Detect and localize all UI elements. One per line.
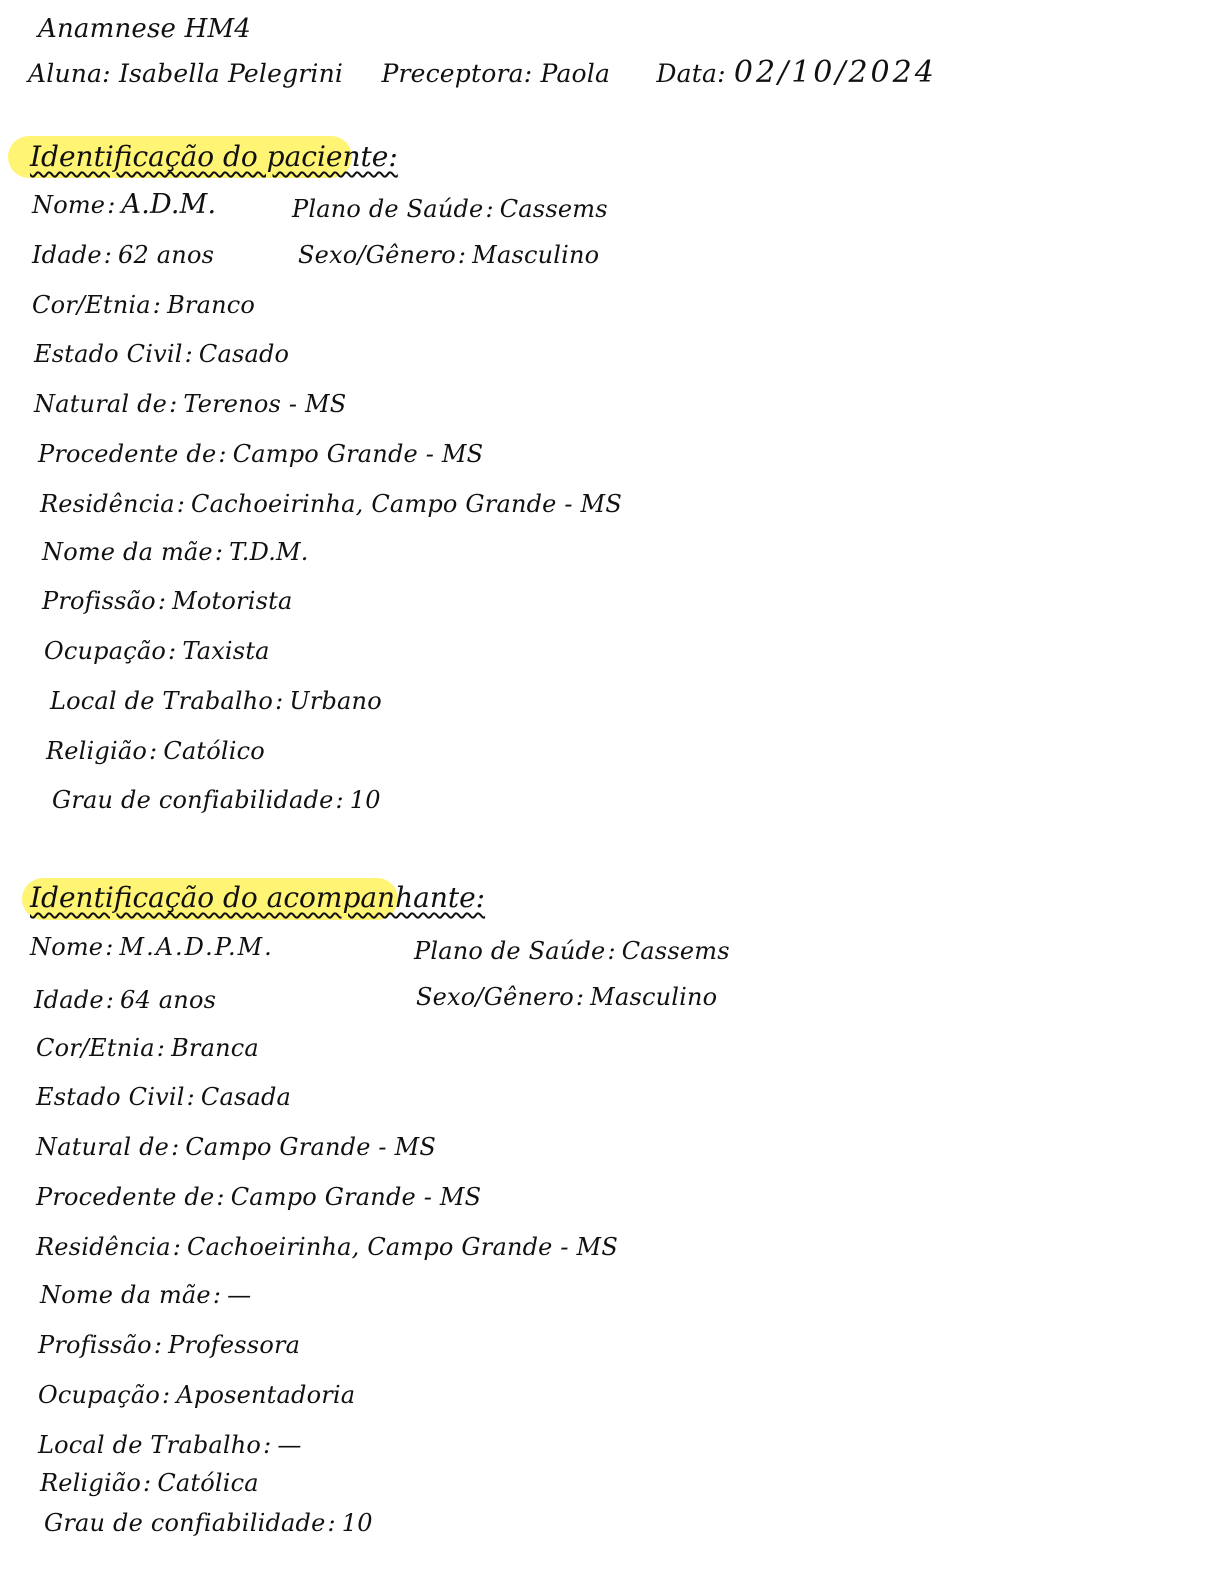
field-value: Cachoeirinha, Campo Grande - MS — [191, 490, 622, 518]
field-value: Aposentadoria — [176, 1381, 356, 1409]
field-label: Nome da mãe — [42, 538, 213, 566]
field-label: Grau de confiabilidade — [52, 786, 334, 814]
companion-idade: Idade: 64 anos — [34, 986, 217, 1014]
companion-local: Local de Trabalho: — — [38, 1431, 302, 1459]
field-value: — — [277, 1431, 302, 1459]
field-label: Religião — [46, 737, 148, 765]
field-value: Professora — [168, 1331, 301, 1359]
field-value: Masculino — [472, 241, 600, 269]
patient-plano: Plano de Saúde: Cassems — [292, 195, 608, 223]
field-value: Taxista — [182, 637, 270, 665]
field-value: M.A.D.P.M. — [119, 933, 274, 961]
field-value: Urbano — [289, 687, 382, 715]
field-value: Católica — [157, 1469, 259, 1497]
companion-religiao: Religião: Católica — [40, 1469, 259, 1497]
patient-natural: Natural de: Terenos - MS — [34, 390, 347, 418]
companion-estado-civil: Estado Civil: Casada — [36, 1083, 292, 1111]
field-label: Procedente de — [38, 440, 217, 468]
patient-residencia: Residência: Cachoeirinha, Campo Grande - MS — [40, 490, 622, 518]
field-label: Natural de — [34, 390, 168, 418]
companion-mae: Nome da mãe: — — [40, 1281, 252, 1309]
field-value: Campo Grande - MS — [185, 1133, 436, 1161]
field-value: Campo Grande - MS — [230, 1183, 482, 1211]
field-value: Masculino — [590, 983, 718, 1011]
field-label: Profissão — [42, 587, 156, 615]
companion-plano: Plano de Saúde: Cassems — [414, 937, 730, 965]
patient-ocupacao: Ocupação: Taxista — [44, 637, 270, 665]
patient-heading: Identificação do paciente: — [30, 140, 398, 173]
patient-local: Local de Trabalho: Urbano — [50, 687, 382, 715]
field-value: A.D.M. — [121, 189, 217, 220]
field-label: Local de Trabalho — [50, 687, 274, 715]
field-label: Local de Trabalho — [38, 1431, 262, 1459]
field-label: Ocupação — [38, 1381, 161, 1409]
field-label: Nome — [30, 933, 104, 961]
companion-natural: Natural de: Campo Grande - MS — [36, 1133, 436, 1161]
field-label: Profissão — [38, 1331, 152, 1359]
field-label: Cor/Etnia — [32, 291, 151, 319]
date-label: Data: — [656, 59, 726, 88]
field-value: Branco — [167, 291, 256, 319]
field-label: Nome da mãe — [40, 1281, 211, 1309]
preceptor-name: Paola — [540, 59, 611, 88]
field-value: Terenos - MS — [183, 390, 347, 418]
field-value: T.D.M. — [229, 538, 309, 566]
field-value: 62 anos — [118, 241, 215, 269]
field-label: Cor/Etnia — [36, 1034, 155, 1062]
companion-profissao: Profissão: Professora — [38, 1331, 301, 1359]
field-label: Grau de confiabilidade — [44, 1509, 326, 1537]
companion-residencia: Residência: Cachoeirinha, Campo Grande - MS — [36, 1233, 618, 1261]
field-value: Casada — [200, 1083, 292, 1111]
patient-profissao: Profissão: Motorista — [42, 587, 293, 615]
field-value: Motorista — [172, 587, 293, 615]
student-name: Isabella Pelegrini — [118, 59, 344, 88]
patient-idade: Idade: 62 anos — [32, 241, 215, 269]
field-label: Plano de Saúde — [414, 937, 606, 965]
field-value: 64 anos — [120, 986, 217, 1014]
field-value: 10 — [349, 786, 381, 814]
patient-sexo: Sexo/Gênero: Masculino — [298, 241, 600, 269]
companion-nome: Nome: M.A.D.P.M. — [30, 933, 274, 961]
patient-religiao: Religião: Católico — [46, 737, 265, 765]
field-value: Cassems — [499, 195, 608, 223]
field-value: Católico — [163, 737, 265, 765]
date-value: 02/10/2024 — [733, 55, 937, 90]
field-value: Cachoeirinha, Campo Grande - MS — [187, 1233, 618, 1261]
field-label: Religião — [40, 1469, 142, 1497]
patient-estado-civil: Estado Civil: Casado — [34, 340, 290, 368]
field-label: Natural de — [36, 1133, 170, 1161]
field-label: Procedente de — [36, 1183, 215, 1211]
field-label: Sexo/Gênero — [298, 241, 456, 269]
companion-heading: Identificação do acompanhante: — [30, 881, 486, 914]
preceptor-label: Preceptora: — [381, 59, 533, 88]
patient-nome: Nome: A.D.M. — [32, 189, 217, 220]
patient-procedente: Procedente de: Campo Grande - MS — [38, 440, 484, 468]
patient-grau: Grau de confiabilidade: 10 — [52, 786, 381, 814]
companion-grau: Grau de confiabilidade: 10 — [44, 1509, 373, 1537]
header-meta — [28, 55, 937, 90]
field-label: Idade — [32, 241, 102, 269]
companion-sexo: Sexo/Gênero: Masculino — [416, 983, 718, 1011]
field-value: — — [227, 1281, 252, 1309]
patient-mae: Nome da mãe: T.D.M. — [42, 538, 309, 566]
field-value: Casado — [198, 340, 290, 368]
companion-procedente: Procedente de: Campo Grande - MS — [36, 1183, 482, 1211]
companion-ocupacao: Ocupação: Aposentadoria — [38, 1381, 356, 1409]
field-value: Cassems — [621, 937, 730, 965]
field-value: Branca — [171, 1034, 259, 1062]
field-value: Campo Grande - MS — [232, 440, 484, 468]
field-value: 10 — [341, 1509, 373, 1537]
page-title: Anamnese HM4 — [38, 14, 252, 44]
field-label: Ocupação — [44, 637, 167, 665]
field-label: Idade — [34, 986, 104, 1014]
field-label: Estado Civil — [36, 1083, 185, 1111]
field-label: Plano de Saúde — [292, 195, 484, 223]
field-label: Residência — [40, 490, 175, 518]
field-label: Nome — [32, 191, 106, 219]
field-label: Residência — [36, 1233, 171, 1261]
field-label: Sexo/Gênero — [416, 983, 574, 1011]
student-label: Aluna: — [28, 59, 111, 88]
patient-cor: Cor/Etnia: Branco — [32, 291, 256, 319]
field-label: Estado Civil — [34, 340, 183, 368]
companion-cor: Cor/Etnia: Branca — [36, 1034, 259, 1062]
